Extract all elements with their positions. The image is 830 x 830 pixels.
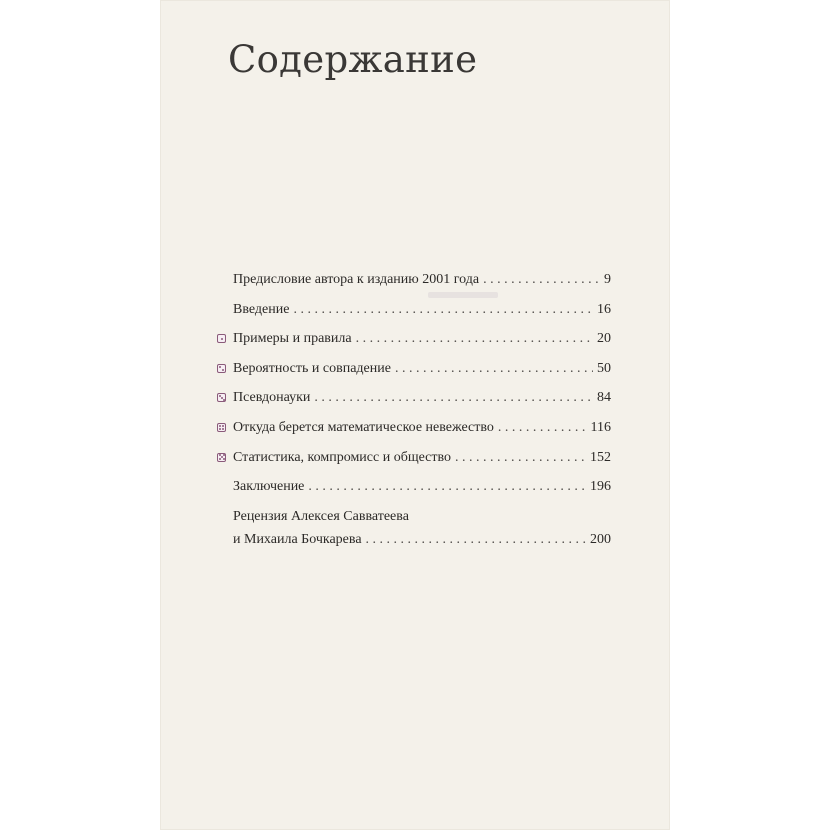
toc-entry-title: Откуда берется математическое невежество xyxy=(233,419,494,435)
toc-entry xyxy=(233,331,611,361)
dot-leader xyxy=(314,390,593,406)
toc-entry xyxy=(233,420,611,450)
dot-leader xyxy=(395,361,593,377)
toc-entry xyxy=(233,450,611,480)
die-three-icon xyxy=(217,393,226,402)
toc-entry-page: 200 xyxy=(590,531,611,547)
toc-entry xyxy=(233,361,611,391)
dot-leader xyxy=(455,450,586,466)
dot-leader xyxy=(483,272,600,288)
page-title: Содержание xyxy=(228,38,478,81)
toc-entry xyxy=(233,390,611,420)
toc-entry-title: Вероятность и совпадение xyxy=(233,360,391,376)
die-five-icon xyxy=(217,453,226,462)
dot-leader xyxy=(366,532,586,548)
dot-leader xyxy=(498,420,587,436)
toc-entry-title: Псевдонауки xyxy=(233,390,311,406)
toc-entry-page: 50 xyxy=(597,360,611,376)
toc-entry-page: 9 xyxy=(604,272,611,287)
die-four-icon xyxy=(217,423,226,432)
toc-entry-title: Рецензия Алексея Савватеева xyxy=(233,508,409,524)
toc-entry-title: Заключение xyxy=(233,479,305,495)
toc-entry-page: 16 xyxy=(597,301,611,317)
toc-entry-page: 196 xyxy=(590,479,611,495)
toc-entry-page: 152 xyxy=(590,449,611,465)
toc-entry xyxy=(233,479,611,509)
die-two-icon xyxy=(217,364,226,373)
dot-leader xyxy=(293,302,593,318)
book-page xyxy=(160,0,670,830)
toc-entry-title-continued: и Михаила Бочкарева xyxy=(233,531,362,547)
die-one-icon xyxy=(217,334,226,343)
table-of-contents xyxy=(233,272,611,557)
toc-entry-title: Введение xyxy=(233,301,290,317)
toc-entry-title: Примеры и правила xyxy=(233,331,352,347)
toc-entry-title: Предисловие автора к изданию 2001 года xyxy=(233,272,480,287)
toc-entry-page: 20 xyxy=(597,331,611,347)
toc-entry-title: Статистика, компромисс и общество xyxy=(233,449,452,465)
toc-entry xyxy=(233,509,611,557)
dot-leader xyxy=(308,479,586,495)
toc-entry xyxy=(233,302,611,332)
toc-entry-page: 116 xyxy=(590,419,611,435)
toc-entry-page: 84 xyxy=(597,390,611,406)
dot-leader xyxy=(356,331,593,347)
toc-entry xyxy=(233,272,611,302)
